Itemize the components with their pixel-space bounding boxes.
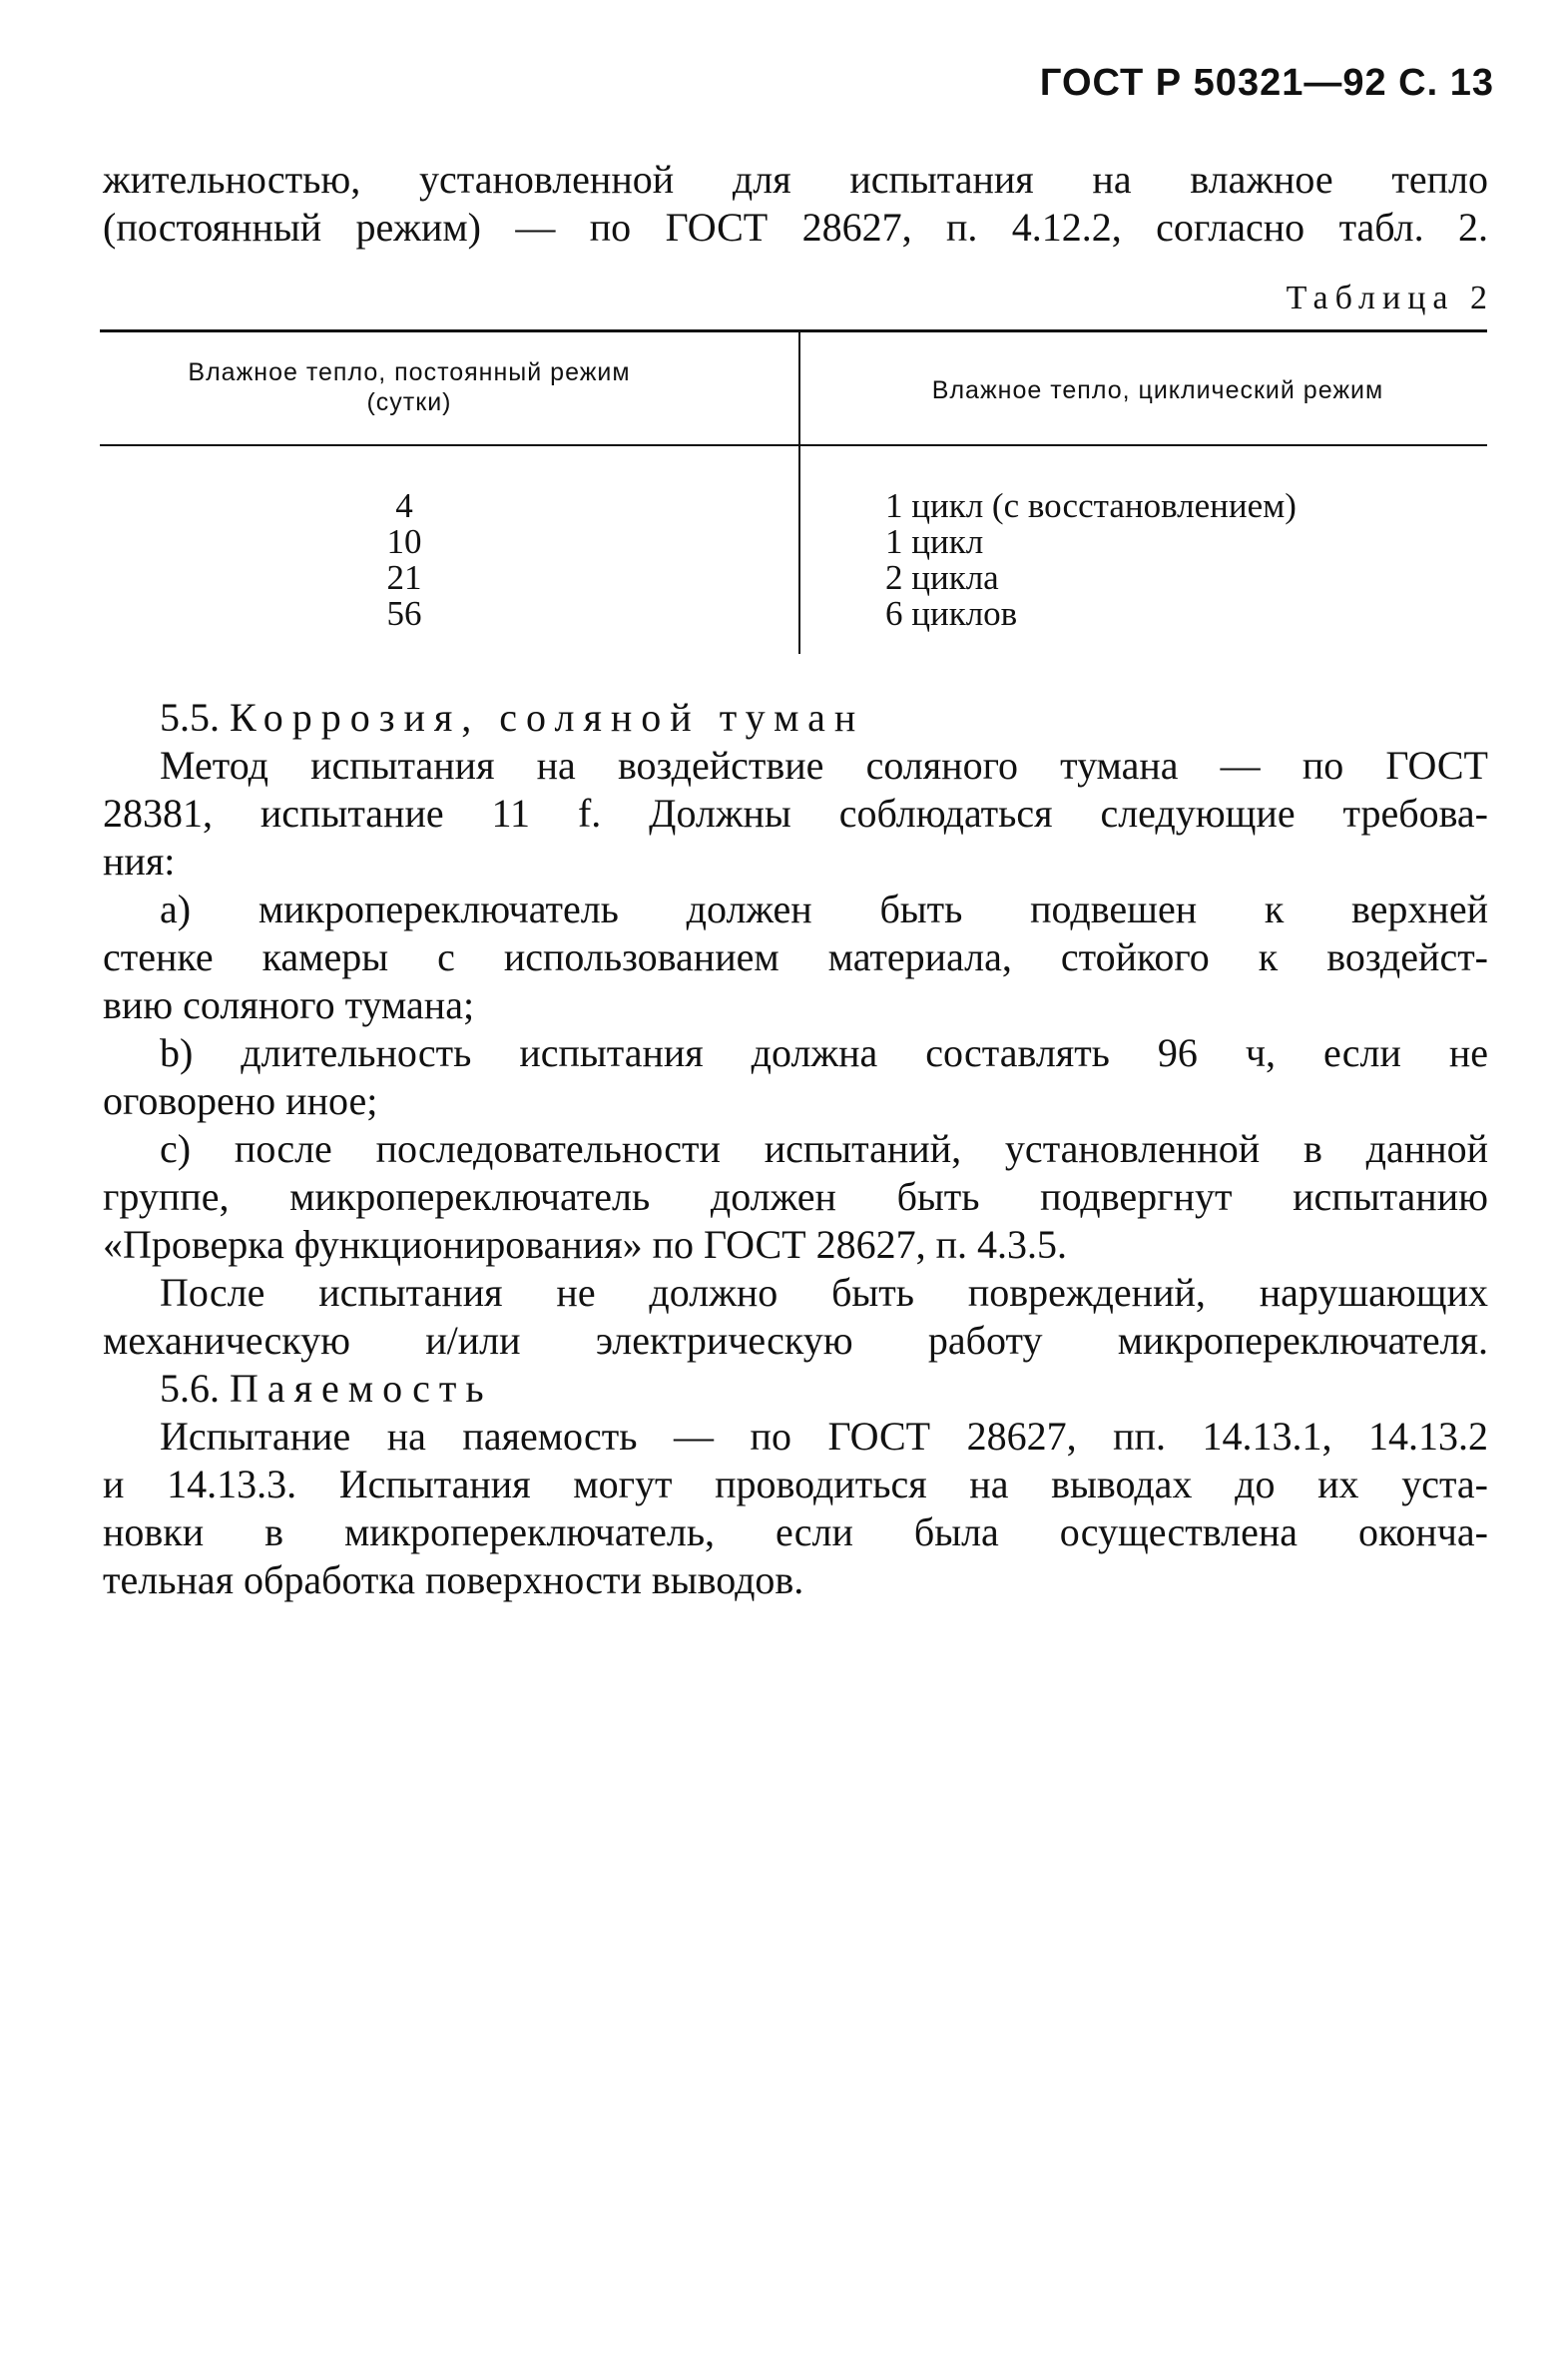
- table-cell-cycles: 2 цикла: [885, 558, 999, 597]
- section-heading: [103, 1365, 1488, 1413]
- list-item-b: b) длительность испытания должна составлять 96 ч, если не: [160, 1030, 1488, 1075]
- table-cell-cycles: 6 циклов: [885, 594, 1018, 633]
- section-title: Паяемость: [230, 1366, 493, 1411]
- table-cell-days: 56: [386, 594, 422, 633]
- table-header-col2: Влажное тепло, циклический режим: [931, 376, 1384, 404]
- section-number: 5.5.: [160, 695, 220, 740]
- text-line: вию соляного тумана;: [103, 982, 475, 1027]
- text-line: оговорено иное;: [103, 1078, 378, 1123]
- table-header-col1-line2: (сутки): [366, 388, 452, 416]
- list-item-c: с) после последовательности испытаний, установленной в данной: [160, 1126, 1488, 1171]
- text-line: новки в микропереключатель, если была осуществлена окончa-: [103, 1509, 1488, 1554]
- text-line: группе, микропереключатель должен быть подвергнут испытанию: [103, 1174, 1488, 1219]
- text-line: механическую и/или электрическую работу микропереключателя.: [103, 1318, 1488, 1363]
- text-line: «Проверка функционирования» по ГОСТ 28627, п. 4.3.5.: [103, 1222, 1068, 1267]
- text-line: Метод испытания на воздействие соляного тумана — по ГОСТ: [160, 743, 1488, 788]
- list-item-a: а) микропереключатель должен быть подвешен к верхней: [160, 887, 1488, 931]
- table-caption: Таблица 2: [1286, 280, 1494, 316]
- text-line: Испытание на паяемость — по ГОСТ 28627, пп. 14.13.1, 14.13.2: [160, 1414, 1488, 1459]
- text-line: и 14.13.3. Испытания могут проводиться на выводах до их уста-: [103, 1462, 1488, 1506]
- text-line: жительностью, установленной для испытания на влажное тепло: [103, 157, 1488, 202]
- section-number: 5.6.: [160, 1366, 220, 1411]
- text-line: 28381, испытание 11 f. Должны соблюдаться следующие требова-: [103, 791, 1488, 836]
- table-cell-days: 21: [386, 558, 422, 597]
- text-line: стенке камеры с использованием материала, стойкого к воздейст-: [103, 934, 1488, 979]
- text-line: ния:: [103, 839, 176, 884]
- text-line: тельная обработка поверхности выводов.: [103, 1557, 804, 1602]
- table-header-col1: [130, 357, 689, 417]
- text-line: (постоянный режим) — по ГОСТ 28627, п. 4.12.2, согласно табл. 2.: [103, 205, 1488, 250]
- intro-paragraph: [103, 156, 1488, 252]
- table-cell-days: 4: [395, 486, 413, 525]
- section-5-5: [103, 694, 1488, 1365]
- running-header: ГОСТ Р 50321—92 С. 13: [1039, 62, 1494, 104]
- table-top-rule: [100, 329, 1487, 332]
- table-header-col1-line1: Влажное тепло, постоянный режим: [188, 358, 631, 386]
- table-column-divider: [798, 332, 800, 654]
- section-title: Коррозия, соляной туман: [230, 695, 865, 740]
- table-cell-cycles: 1 цикл (с восстановлением): [885, 486, 1297, 525]
- section-heading: [103, 694, 1488, 742]
- table-header-rule: [100, 444, 1487, 446]
- table-cell-days: 10: [386, 522, 422, 561]
- section-5-6: [103, 1365, 1488, 1604]
- text-line: После испытания не должно быть повреждений, нарушающих: [160, 1270, 1488, 1315]
- table-cell-cycles: 1 цикл: [885, 522, 984, 561]
